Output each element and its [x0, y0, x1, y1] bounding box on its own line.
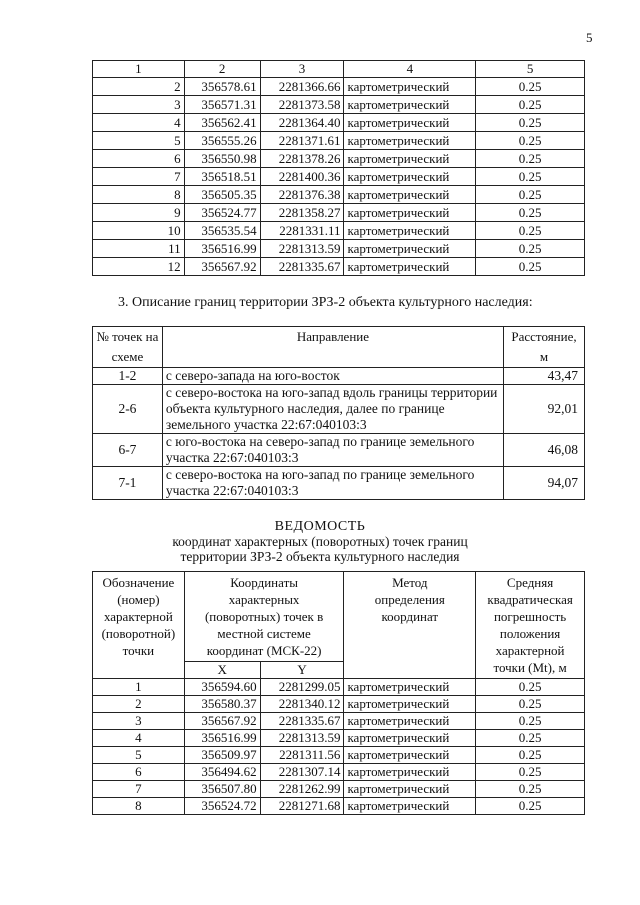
table-cell: 7: [93, 168, 185, 186]
table-cell: 2281311.56: [260, 747, 344, 764]
header-error: Средняя квадратическая погрешность положения характерной точки (Mt), м: [476, 572, 585, 679]
table-header-row: [93, 327, 585, 368]
section-3-heading: 3. Описание границ территории ЗРЗ-2 объекта культурного наследия:: [118, 295, 533, 310]
table-cell: 0.25: [476, 696, 585, 713]
table-cell: 0.25: [476, 78, 585, 96]
header-cell: 4: [344, 61, 476, 78]
table-cell: 0.25: [476, 132, 585, 150]
table-cell: 92,01: [504, 385, 585, 434]
table-cell: 356505.35: [184, 186, 260, 204]
table-cell: 10: [93, 222, 185, 240]
table-cell: 356507.80: [184, 781, 260, 798]
table-cell: картометрический: [344, 168, 476, 186]
header-point-id: Обозначение (номер) характерной (поворотной) точки: [93, 572, 185, 679]
table-cell: 1-2: [93, 368, 163, 385]
table-row: [93, 368, 585, 385]
table-cell: 8: [93, 798, 185, 815]
table-row: [93, 434, 585, 467]
table-cell: 0.25: [476, 747, 585, 764]
table-cell: 2281335.67: [260, 258, 344, 276]
header-cell: 1: [93, 61, 185, 78]
table-cell: 2281271.68: [260, 798, 344, 815]
table-cell: картометрический: [344, 747, 476, 764]
table-cell: с северо-востока на юго-запад по границе земельного участка 22:67:040103:3: [162, 467, 503, 500]
table-cell: 2281373.58: [260, 96, 344, 114]
table-row: [93, 240, 585, 258]
table-row: [93, 730, 585, 747]
table-row: [93, 679, 585, 696]
table-cell: 7-1: [93, 467, 163, 500]
table-cell: 5: [93, 747, 185, 764]
table-cell: 356562.41: [184, 114, 260, 132]
table-cell: 356567.92: [184, 258, 260, 276]
table-cell: 356524.72: [184, 798, 260, 815]
table-cell: 3: [93, 96, 185, 114]
table-cell: 0.25: [476, 781, 585, 798]
table-cell: 356494.62: [184, 764, 260, 781]
table-cell: картометрический: [344, 204, 476, 222]
table-cell: 46,08: [504, 434, 585, 467]
coordinates-table-continued: [92, 60, 585, 276]
table-cell: 4: [93, 114, 185, 132]
table-cell: 2: [93, 696, 185, 713]
table-cell: 0.25: [476, 798, 585, 815]
table-cell: 356535.54: [184, 222, 260, 240]
table-cell: картометрический: [344, 764, 476, 781]
vedomost-subtitle-2: территории ЗРЗ-2 объекта культурного наследия: [180, 549, 460, 564]
table-cell: картометрический: [344, 114, 476, 132]
table-cell: 356509.97: [184, 747, 260, 764]
table-row: [93, 168, 585, 186]
table-cell: 356516.99: [184, 730, 260, 747]
header-points: № точек на схеме: [93, 327, 163, 368]
table-cell: 356580.37: [184, 696, 260, 713]
table-row: [93, 258, 585, 276]
table-cell: с северо-запада на юго-восток: [162, 368, 503, 385]
table-cell: 7: [93, 781, 185, 798]
table-cell: 2281335.67: [260, 713, 344, 730]
table-cell: 2281262.99: [260, 781, 344, 798]
table-cell: 356567.92: [184, 713, 260, 730]
table-row: [93, 78, 585, 96]
table-cell: картометрический: [344, 222, 476, 240]
table-cell: 2-6: [93, 385, 163, 434]
table-cell: 2281376.38: [260, 186, 344, 204]
table-cell: картометрический: [344, 150, 476, 168]
table-cell: 11: [93, 240, 185, 258]
table-cell: 0.25: [476, 240, 585, 258]
table-cell: 356555.26: [184, 132, 260, 150]
table-cell: картометрический: [344, 258, 476, 276]
table-cell: картометрический: [344, 798, 476, 815]
table-row: [93, 222, 585, 240]
table-cell: 2281358.27: [260, 204, 344, 222]
table-cell: 0.25: [476, 713, 585, 730]
table-cell: 356594.60: [184, 679, 260, 696]
header-method: Метод определения координат: [344, 572, 476, 679]
table-header-row: [93, 572, 585, 662]
table-cell: 0.25: [476, 114, 585, 132]
table-cell: 2281366.66: [260, 78, 344, 96]
table-cell: 2281313.59: [260, 240, 344, 258]
table-cell: с северо-востока на юго-запад вдоль границы территории объекта культурного наследия, далее по границе земельного участка 22:67:040103:3: [162, 385, 503, 434]
table-cell: картометрический: [344, 679, 476, 696]
table-cell: 0.25: [476, 96, 585, 114]
table-cell: картометрический: [344, 132, 476, 150]
table-cell: картометрический: [344, 696, 476, 713]
table-row: [93, 150, 585, 168]
header-x: X: [184, 662, 260, 679]
table-cell: 356550.98: [184, 150, 260, 168]
header-cell: 3: [260, 61, 344, 78]
table-cell: 2281364.40: [260, 114, 344, 132]
table-cell: картометрический: [344, 730, 476, 747]
table-cell: 2281400.36: [260, 168, 344, 186]
table-row: [93, 798, 585, 815]
table-cell: 8: [93, 186, 185, 204]
vedomost-title: ВЕДОМОСТЬ: [274, 519, 366, 534]
table-cell: 356516.99: [184, 240, 260, 258]
table-row: [93, 186, 585, 204]
table-row: [93, 467, 585, 500]
table-cell: 0.25: [476, 764, 585, 781]
table-cell: картометрический: [344, 96, 476, 114]
table-row: [93, 781, 585, 798]
table-cell: 0.25: [476, 186, 585, 204]
header-cell: 5: [476, 61, 585, 78]
table-cell: 0.25: [476, 204, 585, 222]
table-cell: 356518.51: [184, 168, 260, 186]
table-cell: 0.25: [476, 222, 585, 240]
table-cell: 2281299.05: [260, 679, 344, 696]
table-row: [93, 385, 585, 434]
table-cell: 4: [93, 730, 185, 747]
table-cell: 43,47: [504, 368, 585, 385]
header-coordinates: Координаты характерных (поворотных) точек в местной системе координат (МСК-22): [184, 572, 344, 662]
table-cell: 2281313.59: [260, 730, 344, 747]
header-y: Y: [260, 662, 344, 679]
table-cell: 356524.77: [184, 204, 260, 222]
header-cell: 2: [184, 61, 260, 78]
table-cell: картометрический: [344, 781, 476, 798]
table-cell: картометрический: [344, 186, 476, 204]
boundary-description-table: [92, 326, 585, 500]
table-cell: 6: [93, 764, 185, 781]
table-cell: 2281340.12: [260, 696, 344, 713]
table-cell: картометрический: [344, 713, 476, 730]
coordinates-statement-table: [92, 571, 585, 815]
table-cell: 6: [93, 150, 185, 168]
table-row: [93, 764, 585, 781]
table-row: [93, 747, 585, 764]
table-cell: 0.25: [476, 258, 585, 276]
header-direction: Направление: [162, 327, 503, 368]
table-cell: 356571.31: [184, 96, 260, 114]
table-cell: 6-7: [93, 434, 163, 467]
table-cell: 5: [93, 132, 185, 150]
table-cell: 1: [93, 679, 185, 696]
table-cell: 0.25: [476, 168, 585, 186]
table-cell: картометрический: [344, 78, 476, 96]
table-cell: 2281371.61: [260, 132, 344, 150]
table-cell: 94,07: [504, 467, 585, 500]
table-cell: 2281378.26: [260, 150, 344, 168]
table-cell: картометрический: [344, 240, 476, 258]
table-cell: 2281307.14: [260, 764, 344, 781]
table-row: [93, 132, 585, 150]
table-row: [93, 114, 585, 132]
table-row: [93, 713, 585, 730]
page-number: 5: [586, 30, 593, 45]
vedomost-subtitle-1: координат характерных (поворотных) точек границ: [172, 534, 468, 549]
table-cell: 0.25: [476, 679, 585, 696]
table-row: [93, 204, 585, 222]
table-row: [93, 96, 585, 114]
table-cell: 2: [93, 78, 185, 96]
table-header-row: [93, 61, 585, 78]
table-cell: 356578.61: [184, 78, 260, 96]
table-cell: 2281331.11: [260, 222, 344, 240]
table-cell: с юго-востока на северо-запад по границе земельного участка 22:67:040103:3: [162, 434, 503, 467]
table-cell: 3: [93, 713, 185, 730]
table-row: [93, 696, 585, 713]
table-cell: 0.25: [476, 730, 585, 747]
table-cell: 0.25: [476, 150, 585, 168]
table-cell: 9: [93, 204, 185, 222]
table-cell: 12: [93, 258, 185, 276]
header-distance: Расстояние, м: [504, 327, 585, 368]
